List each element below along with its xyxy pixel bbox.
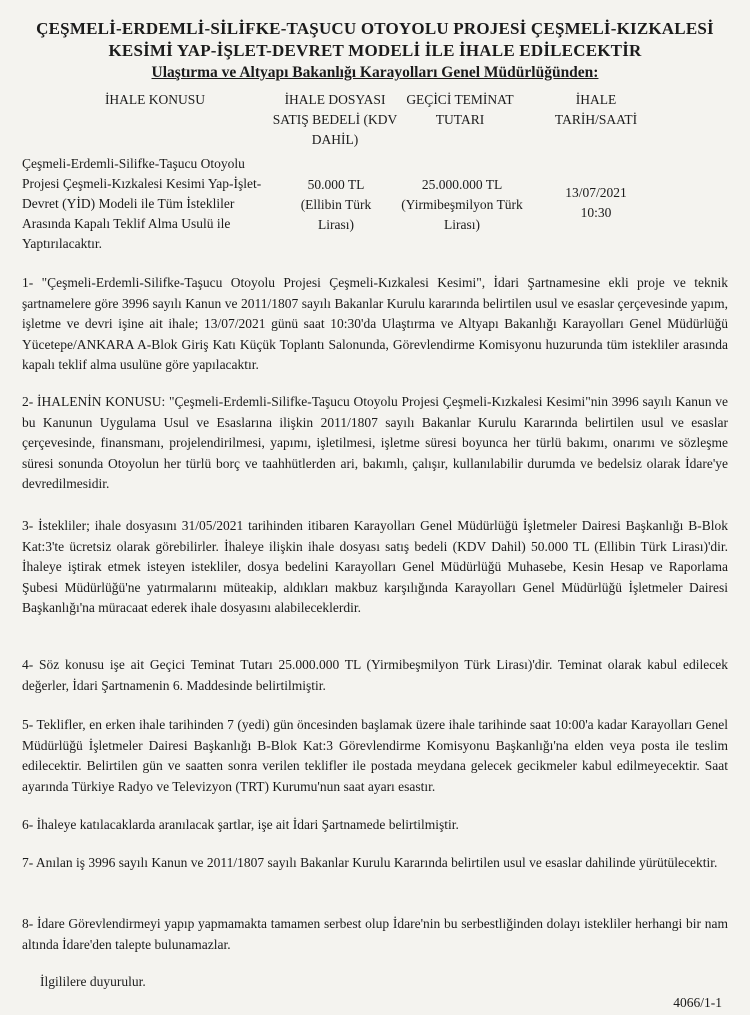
issuer-subtitle: Ulaştırma ve Altyapı Bakanlığı Karayolları Genel Müdürlüğünden: [151,64,599,81]
paragraph-3: 3- İstekliler; ihale dosyasını 31/05/2021 tarihinden itibaren Karayolları Genel Müdürlüğü İşletmeler Dairesi Başkanlığı B-Blok Kat:3'te ücretsiz olarak görebilirler. İhaleye ilişkin ihale dosyası satış bedeli (KDV Dahil) 50.000 TL (Ellibin Türk Lirası)'dir. İhaleye iştirak etmek isteyen istekliler, dosya bedelini Karayolları Genel Müdürlüğü Muhasebe, Kesin Hesap ve Raporlama Şubesi Müdürlüğü'ne yatırmalarını müteakip, aldıkları makbuz karşılığında Karayolları Genel Müdürlüğü İşletmeler Dairesi Başkanlığı'na müracaat ederek ihale dosyasını alabileceklerdir. [22,518,728,615]
paragraph-7: 7- Anılan iş 3996 sayılı Kanun ve 2011/1807 sayılı Bakanlar Kurulu Kararında belirtilen usul ve esaslar dahilinde yürütülecektir. [22,855,718,870]
paragraph-4: 4- Söz konusu işe ait Geçici Teminat Tutarı 25.000.000 TL (Yirmibeşmilyon Türk Lirası)'dir. Teminat olarak kabul edilecek değerler, İdari Şartnamenin 6. Maddesinde belirtilmiştir. [22,657,728,693]
paragraph-2: 2- İHALENİN KONUSU: "Çeşmeli-Erdemli-Silifke-Taşucu Otoyolu Projesi Çeşmeli-Kızkalesi Kesimi"nin 3996 sayılı Kanun ve bu Kanunun Uygulama Usul ve Esaslarına ilişkin 2011/1807 sayılı Bakanlar Kurulu Kararında belirtilen usul ve esaslar çerçevesinde, finansmanı, projelendirilmesi, yapımı, işletilmesi, işletme süresi boyunca her türlü bakımı, onarımı ve sözleşme süresi sonunda Otoyolun her türlü borç ve taahhütlerden ari, bakımlı, çalışır, kullanılabilir durumda ve bedelsiz olarak İdare'ye devredilmesidir. [22,394,728,491]
header-guarantee: GEÇİCİ TEMİNAT TUTARI [406,92,514,127]
title-line-2: KESİMİ YAP-İŞLET-DEVRET MODELİ İLE İHALE EDİLECEKTİR [108,41,642,60]
reference-number: 4066/1-1 [673,995,722,1010]
header-date: İHALE TARİH/SAATİ [554,92,638,127]
closing-text: İlgililere duyurulur. [40,974,146,989]
row-date: 13/07/2021 [565,185,627,200]
header-fee: İHALE DOSYASI SATIŞ BEDELİ (KDV DAHİL) [272,92,398,147]
paragraph-5: 5- Teklifler, en erken ihale tarihinden 7 (yedi) gün öncesinden başlamak üzere ihale tarihinde saat 10:00'a kadar Karayolları Genel Müdürlüğü İşletmeler Dairesi Başkanlığı B-Blok Kat:3 Görevlendirme Komisyonu Başkanlığı'na elden veya posta ile teslim edilecektir. Belirtilen gün ve saatten sonra verilen teklifler ile postada meydana gelecek gecikmeler kabul edilmeyecektir. Saat ayarında Türkiye Radyo ve Televizyon (TRT) Kurumu'nun saat ayarı esastır. [22,717,728,794]
row-guarantee: 25.000.000 TL (Yirmibeşmilyon Türk Lirası) [401,177,523,232]
row-time: 10:30 [580,205,612,220]
paragraph-8: 8- İdare Görevlendirmeyi yapıp yapmamakta tamamen serbest olup İdare'nin bu serbestliğinden dolayı istekliler herhangi bir nam altında İdare'den talepte bulunamazlar. [22,916,728,952]
paragraph-1: 1- "Çeşmeli-Erdemli-Silifke-Taşucu Otoyolu Projesi Çeşmeli-Kızkalesi Kesimi", İdari Şartnamesine ekli proje ve teknik şartnamelere göre 3996 sayılı Kanun ve 2011/1807 sayılı Bakanlar Kurulu kararında belirtilen usul ve esaslar çerçevesinde yapım, işletme ve devri işine ait ihale; 13/07/2021 günü saat 10:30'da Ulaştırma ve Altyapı Bakanlığı Karayolları Genel Müdürlüğü Yücetepe/ANKARA A-Blok Giriş Katı Küçük Toplantı Salonunda, Görevlendirme Komisyonu huzurunda tüm istekliler arasında kapalı teklif alma usulüne göre yapılacaktır. [22,275,728,372]
header-subject: İHALE KONUSU [104,92,206,107]
title-line-1: ÇEŞMELİ-ERDEMLİ-SİLİFKE-TAŞUCU OTOYOLU PROJESİ ÇEŞMELİ-KIZKALESİ [36,19,714,38]
row-subject: Çeşmeli-Erdemli-Silifke-Taşucu Otoyolu Projesi Çeşmeli-Kızkalesi Kesimi Yap-İşlet-Devret (YİD) Modeli ile Tüm İstekliler Arasında Kapalı Teklif Alma Usulü ile Yaptırılacaktır. [22,156,262,251]
row-fee: 50.000 TL (Ellibin Türk Lirası) [300,177,372,232]
paragraph-6: 6- İhaleye katılacaklarda aranılacak şartlar, işe ait İdari Şartnamede belirtilmiştir. [22,817,459,832]
